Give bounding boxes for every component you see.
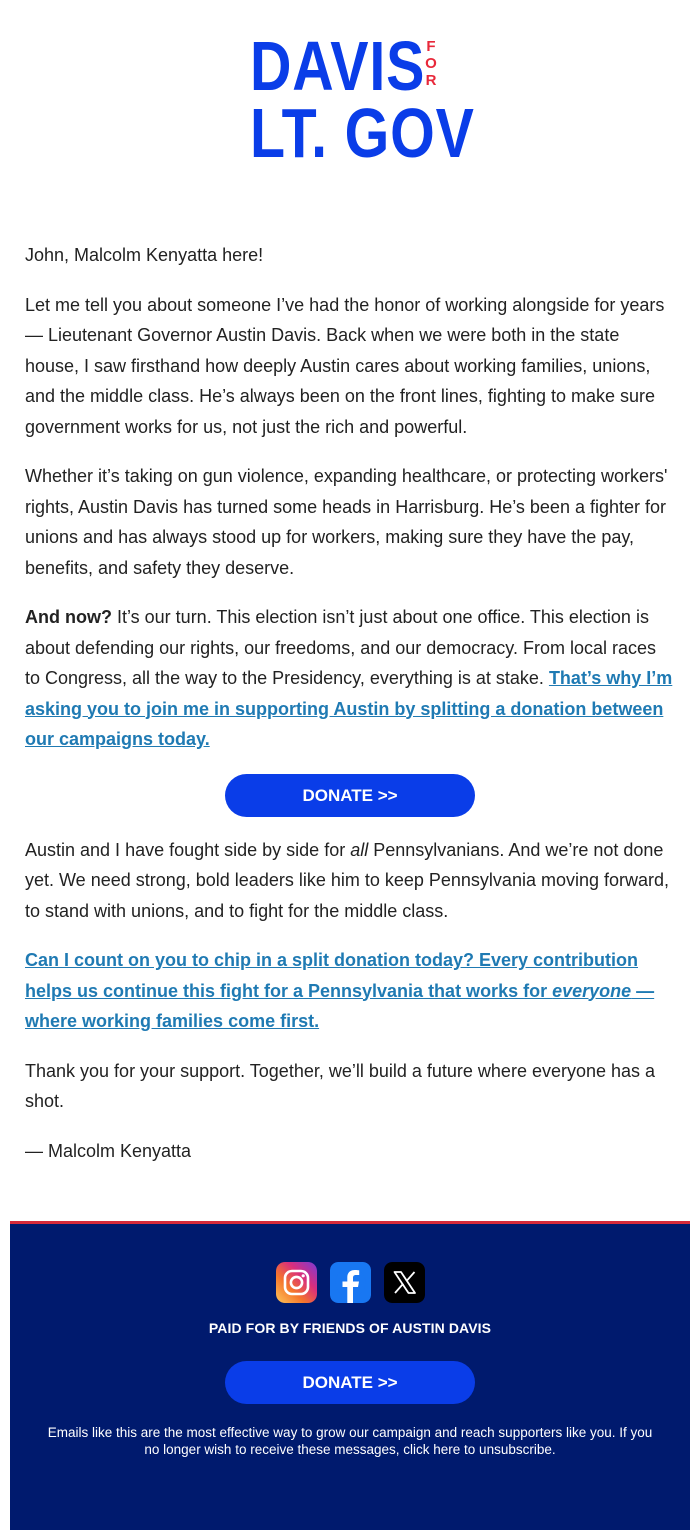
paragraph-2: Whether it’s taking on gun violence, expanding healthcare, or protecting workers' rights, Austin Davis has turned some heads in Harrisburg. He’s been a fighter for unions and has always stood up for workers, making sure they have the pay, benefits, and safety they deserve. <box>25 466 668 578</box>
greeting: John, Malcolm Kenyatta here! <box>25 245 264 265</box>
letter-body <box>25 240 675 1185</box>
split-donation-link[interactable]: That’s why I’m asking you to join me in supporting Austin by splitting a donation between our campaigns today. <box>25 668 673 749</box>
and-now-bold: And now? <box>25 607 112 627</box>
chip-in-link-text: Can I count on you to chip in a split donation today? Every contribution helps us continue this fight for a Pennsylvania that works for <box>25 950 639 1001</box>
donate-button-wrap <box>25 774 675 817</box>
campaign-logo <box>250 27 475 172</box>
logo-for-letter: F <box>426 38 436 55</box>
signature: — Malcolm Kenyatta <box>25 1140 192 1161</box>
logo-for-letter: R <box>425 72 437 89</box>
paragraph-3 <box>25 602 675 755</box>
x-icon[interactable] <box>384 1262 425 1303</box>
footer <box>10 1221 690 1530</box>
paragraph-4-text-end: Pennsylvanians. And we’re not done yet. We need strong, bold leaders like him to keep Pennsylvania moving forward, to stand with unions, and to fight for the middle class. <box>25 839 670 921</box>
social-links <box>276 1262 426 1304</box>
instagram-icon[interactable] <box>276 1262 317 1303</box>
logo-line-davis: DAVIS <box>250 27 426 105</box>
paid-for-disclaimer: PAID FOR BY FRIENDS OF AUSTIN DAVIS <box>208 1320 492 1336</box>
logo-for-letter: O <box>425 55 437 72</box>
unsubscribe-note[interactable]: Emails like this are the most effective way to grow our campaign and reach supporters like you. If you no longer wish to receive these messages, click here to unsubscribe. <box>47 1425 653 1457</box>
paragraph-4-italic: all <box>350 839 369 860</box>
paragraph-5 <box>25 945 675 1037</box>
chip-in-link-italic: everyone <box>552 980 632 1001</box>
paragraph-4-text: Austin and I have fought side by side for <box>25 839 351 860</box>
donate-button[interactable]: DONATE >> <box>225 774 475 817</box>
logo-line-lt-gov: LT. GOV <box>250 94 475 172</box>
paragraph-4 <box>25 835 675 927</box>
logo-for <box>421 38 441 89</box>
chip-in-link[interactable] <box>25 950 654 1031</box>
footer-donate-button[interactable]: DONATE >> <box>225 1361 475 1404</box>
paragraph-1: Let me tell you about someone I’ve had the honor of working alongside for years — Lieutenant Governor Austin Davis. Back when we were both in the state house, I saw firsthand how deeply Austin cares about working families, unions, and the middle class. He’s always been on the front lines, fighting to make sure government works for us, not just the rich and powerful. <box>25 294 665 437</box>
chip-in-link-text-end: — where working families come first. <box>25 980 655 1031</box>
paragraph-3-text: It’s our turn. This election isn’t just about one office. This election is about defending our rights, our freedoms, and our democracy. From local races to Congress, all the way to the Presidency, everything is at stake. <box>25 607 656 688</box>
facebook-icon[interactable] <box>330 1262 371 1303</box>
paragraph-6: Thank you for your support. Together, we’ll build a future where everyone has a shot. <box>25 1060 656 1111</box>
